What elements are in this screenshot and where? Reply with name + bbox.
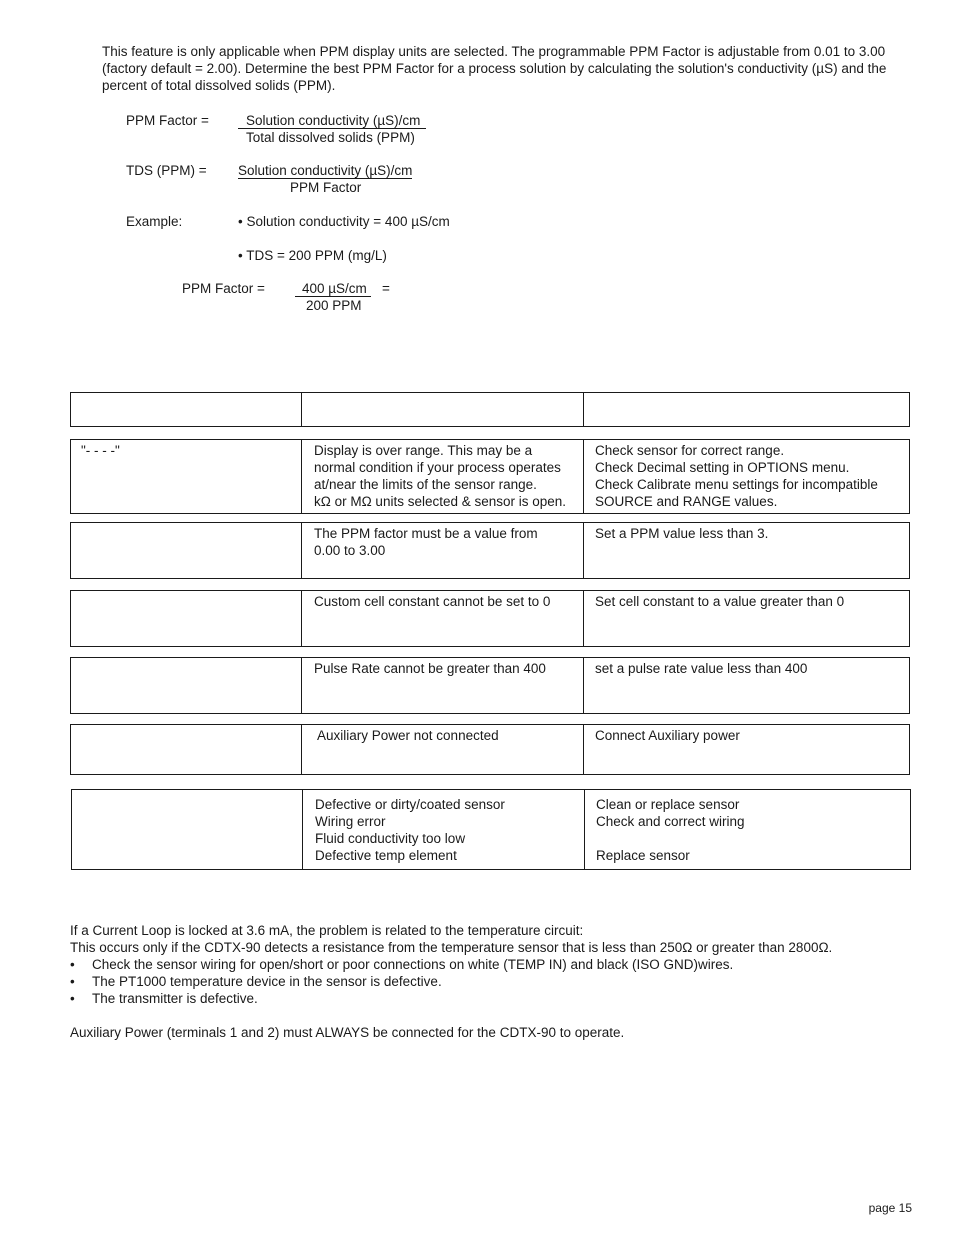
- cell-text: Replace sensor: [596, 848, 690, 863]
- cell-text: at/near the limits of the sensor range.: [314, 477, 537, 492]
- table-header-row: [70, 392, 910, 427]
- example-bullet-2: • TDS = 200 PPM (mg/L): [238, 248, 387, 263]
- formula2-numerator: [238, 162, 412, 179]
- table-cell-cause: [301, 725, 583, 774]
- list-item: [70, 990, 920, 1007]
- list-item: [70, 956, 920, 973]
- table-row: [71, 789, 911, 870]
- cell-text: Set a PPM value less than 3.: [595, 526, 769, 541]
- cell-text: Auxiliary Power not connected: [314, 728, 499, 743]
- example-equals: =: [382, 281, 390, 296]
- list-item-text: Check the sensor wiring for open/short or poor connections on white (TEMP IN) and black (ISO GND)wires.: [92, 957, 734, 972]
- example-numerator: [295, 280, 371, 297]
- formula1-denominator: Total dissolved solids (PPM): [246, 130, 415, 145]
- table-cell-remedy: [583, 523, 909, 578]
- cell-text: Set cell constant to a value greater than 0: [595, 594, 845, 609]
- table-cell-remedy: [583, 440, 909, 513]
- bullet-icon: •: [70, 957, 75, 972]
- formula1-numerator: [238, 112, 426, 129]
- intro-paragraph: This feature is only applicable when PPM display units are selected. The programmable PPM Factor is adjustable from 0.01 to 3.00 (factory default = 2.00). Determine the best PPM Factor for a process solution by calculating the solution's conductivity (µS) and the percent of total dissolved solids (PPM).: [102, 44, 887, 93]
- aux-power-note: Auxiliary Power (terminals 1 and 2) must ALWAYS be connected for the CDTX-90 to operate.: [70, 1025, 625, 1040]
- cell-text: [596, 830, 904, 847]
- cell-text: Display is over range. This may be a: [314, 443, 533, 458]
- example-bullet-1: • Solution conductivity = 400 µS/cm: [238, 214, 450, 229]
- cell-text: Fluid conductivity too low: [315, 831, 466, 846]
- resistance-note: This occurs only if the CDTX-90 detects a resistance from the temperature sensor that is less than 250Ω or greater than 2800Ω.: [70, 940, 833, 955]
- example-numerator-text: 400 µS/cm: [295, 281, 371, 297]
- formula2-label: TDS (PPM) =: [126, 163, 207, 178]
- example-denominator: 200 PPM: [306, 298, 362, 313]
- table-cell-cause: [301, 591, 583, 646]
- spacer: [70, 1007, 920, 1024]
- table-cell-display: [71, 725, 301, 774]
- current-loop-note: If a Current Loop is locked at 3.6 mA, the problem is related to the temperature circuit:: [70, 923, 584, 938]
- bullet-icon: •: [70, 974, 75, 989]
- table-cell-cause: [302, 790, 584, 869]
- cell-text: Check and correct wiring: [596, 814, 745, 829]
- table-row: [70, 439, 910, 514]
- cell-text: Defective or dirty/coated sensor: [315, 797, 505, 812]
- cell-text: The PPM factor must be a value from: [314, 526, 538, 541]
- page-number: page 15: [868, 1201, 912, 1215]
- cell-text: Check Calibrate menu settings for incompatible: [595, 477, 878, 492]
- example-label: Example:: [126, 214, 183, 229]
- cell-text: set a pulse rate value less than 400: [595, 661, 808, 676]
- table-cell-remedy: [583, 591, 909, 646]
- table-header-cell-2: [301, 393, 583, 426]
- formula1-numerator-text: Solution conductivity (µS)/cm: [238, 113, 426, 129]
- formula2-numerator-text: Solution conductivity (µS)/cm: [238, 163, 413, 178]
- cell-text: "- - - -": [81, 443, 120, 458]
- table-row: [70, 522, 910, 579]
- table-header-cell-3: [583, 393, 909, 426]
- cell-text: Check sensor for correct range.: [595, 443, 785, 458]
- cell-text: Custom cell constant cannot be set to 0: [314, 594, 551, 609]
- table-cell-display: [72, 790, 302, 869]
- cell-text: Wiring error: [315, 814, 386, 829]
- table-cell-remedy: [583, 725, 909, 774]
- cell-text: Check Decimal setting in OPTIONS menu.: [595, 460, 850, 475]
- table-cell-remedy: [583, 658, 909, 713]
- table-cell-display: [71, 591, 301, 646]
- table-row: [70, 657, 910, 714]
- table-cell-remedy: [584, 790, 910, 869]
- list-item-text: The PT1000 temperature device in the sensor is defective.: [92, 974, 442, 989]
- cell-text: Connect Auxiliary power: [595, 728, 740, 743]
- table-row: [70, 590, 910, 647]
- table-cell-display: [71, 523, 301, 578]
- cell-text: SOURCE and RANGE values.: [595, 494, 778, 509]
- cell-text: Pulse Rate cannot be greater than 400: [314, 661, 546, 676]
- formula1-label: PPM Factor =: [126, 113, 209, 128]
- bullet-icon: •: [70, 991, 75, 1006]
- table-cell-display: [71, 658, 301, 713]
- cell-text: kΩ or MΩ units selected & sensor is open.: [314, 494, 567, 509]
- list-item: [70, 973, 920, 990]
- list-item-text: The transmitter is defective.: [92, 991, 258, 1006]
- table-row: [70, 724, 910, 775]
- notes-section: [70, 922, 920, 1041]
- example-calc-label: PPM Factor =: [182, 281, 265, 296]
- cell-text: normal condition if your process operates: [314, 460, 561, 475]
- table-cell-cause: [301, 440, 583, 513]
- table-cell-cause: [301, 523, 583, 578]
- cell-text: Clean or replace sensor: [596, 797, 740, 812]
- table-cell-display: [71, 440, 301, 513]
- formula2-denominator: PPM Factor: [290, 180, 362, 195]
- cell-text: 0.00 to 3.00: [314, 543, 386, 558]
- cell-text: Defective temp element: [315, 848, 457, 863]
- table-cell-cause: [301, 658, 583, 713]
- table-header-cell-1: [71, 393, 301, 426]
